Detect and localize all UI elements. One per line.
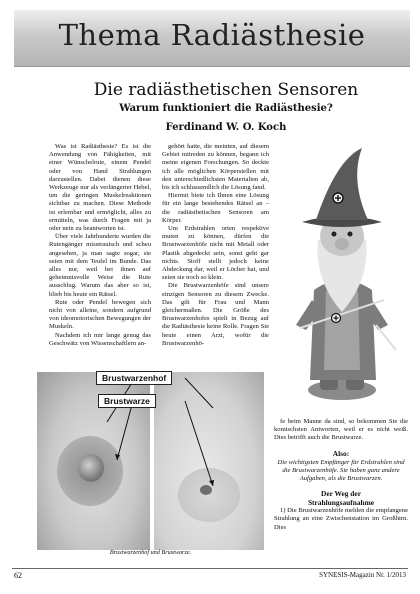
article-author: Ferdinand W. O. Koch (165, 122, 287, 133)
also-heading: Also: (332, 448, 350, 458)
article-title: Die radiästhetischen Sensoren (93, 80, 359, 100)
footer-rule (12, 568, 408, 569)
section-title: Thema Radiästhesie (58, 18, 366, 52)
paragraph: Über viele Jahrhunderte wurden die Rutengänger misstrauisch und scheu angesehen, ja man sagte sogar, sie seien mit dem Teufel im Bunde. Das alles nur, weil bei ihnen auf geheimnisvolle Weise die Rute ausschlug. Warum das aber so ist, blieb bis heute ein Rätsel. (49, 233, 151, 298)
section-heading-line-2: Strahlungsaufnahme (307, 498, 375, 508)
page-number: 62 (14, 571, 22, 580)
paragraph: 1) Die Brustwarzenhöfe melden die empfangene Strahlung an eine Zwischenstation im Großhirn. Dies (274, 507, 408, 531)
also-text: Die wichtigsten Empfänger für Erdstrahlen sind die Brustwarzenhöfe. Sie haben ganz andere Aufgaben, als die Brustwarzen. (277, 458, 405, 483)
section-heading (274, 489, 408, 507)
label-areola: Brustwarzenhof (96, 371, 172, 385)
text-column-2 (162, 143, 269, 348)
text-column-1 (49, 143, 151, 348)
paragraph: Hiermit biete ich Ihnen eine Lösung für ein lange bestehendes Rätsel an – die radiästhetischen Sensoren am Körper. (162, 192, 269, 224)
section-heading-line-1: Der Weg der (321, 489, 361, 499)
magazine-issue: SYNESIS-Magazin Nr. 1/2013 (319, 571, 406, 579)
paragraph: Nachdem ich mir lange genug das Geschwätz von Wissenschaftlern an- (49, 331, 151, 347)
text-column-3 (274, 418, 408, 532)
gnome-figurine-image (276, 140, 410, 414)
figure-caption: Brustwarzenhof und Brustwarze. (109, 549, 192, 556)
paragraph: Rute oder Pendel bewegen sich nicht von alleine, sondern aufgrund von ideomotorischen Bewegungen der Muskeln. (49, 298, 151, 331)
paragraph: Um Erdstrahlen orten respektive muten zu können, dürfen die Brustwarzenhöfe nicht mit Metall oder Plastik abgedeckt sein, sonst geht gar nichts. Stoff stellt jedoch keine Abdeckung dar, weil er Löcher hat, und seien sie noch so klein. (162, 225, 269, 282)
article-subtitle: Warum funktioniert die Radiästhesie? (119, 103, 333, 114)
label-nipple: Brustwarze (98, 394, 156, 408)
section-banner (14, 10, 410, 67)
paragraph: Was ist Radiästhesie? Es ist die Anwendung von Fähigkeiten, mit einer Wünschelrute, einem Pendel oder von Hand Strahlungen darzustellen. Dabei dienen diese Werkzeuge nur als verlängerter Hebel, um die geringen Muskelreaktionen sichtbar zu machen. Diese Methode ist erlernbar und ermöglicht, alles zu ermitteln, was durch Fragen mit ja oder nein zu beantworten ist. (49, 143, 151, 233)
gnome-illustration (276, 140, 410, 414)
paragraph: Die Brustwarzenhöfe sind unsere einzigen Sensoren zu diesem Zwecke. Das gilt für Frau und Mann gleichermaßen. Die Größe des Brustwarzenhofes spielt in Bezug auf die Radiästhesie keine Rolle. Fragen Sie heute einen Arzt, wofür die Brustwarzenhö- (162, 282, 269, 347)
paragraph: gehört hatte, die meinten, auf diesem Gebiet mitreden zu können, begann ich meine eigenen Forschungen. So deckte ich alle möglichen Körperstellen mit den unterschiedlichsten Materialien ab, bis ich schlussendlich die Lösung fand. (162, 143, 269, 192)
paragraph: fe beim Manne da sind, so bekommen Sie die komischsten Antworten, weil er es nicht weiß. Dies betrifft auch die Brustwarze. (274, 418, 408, 442)
